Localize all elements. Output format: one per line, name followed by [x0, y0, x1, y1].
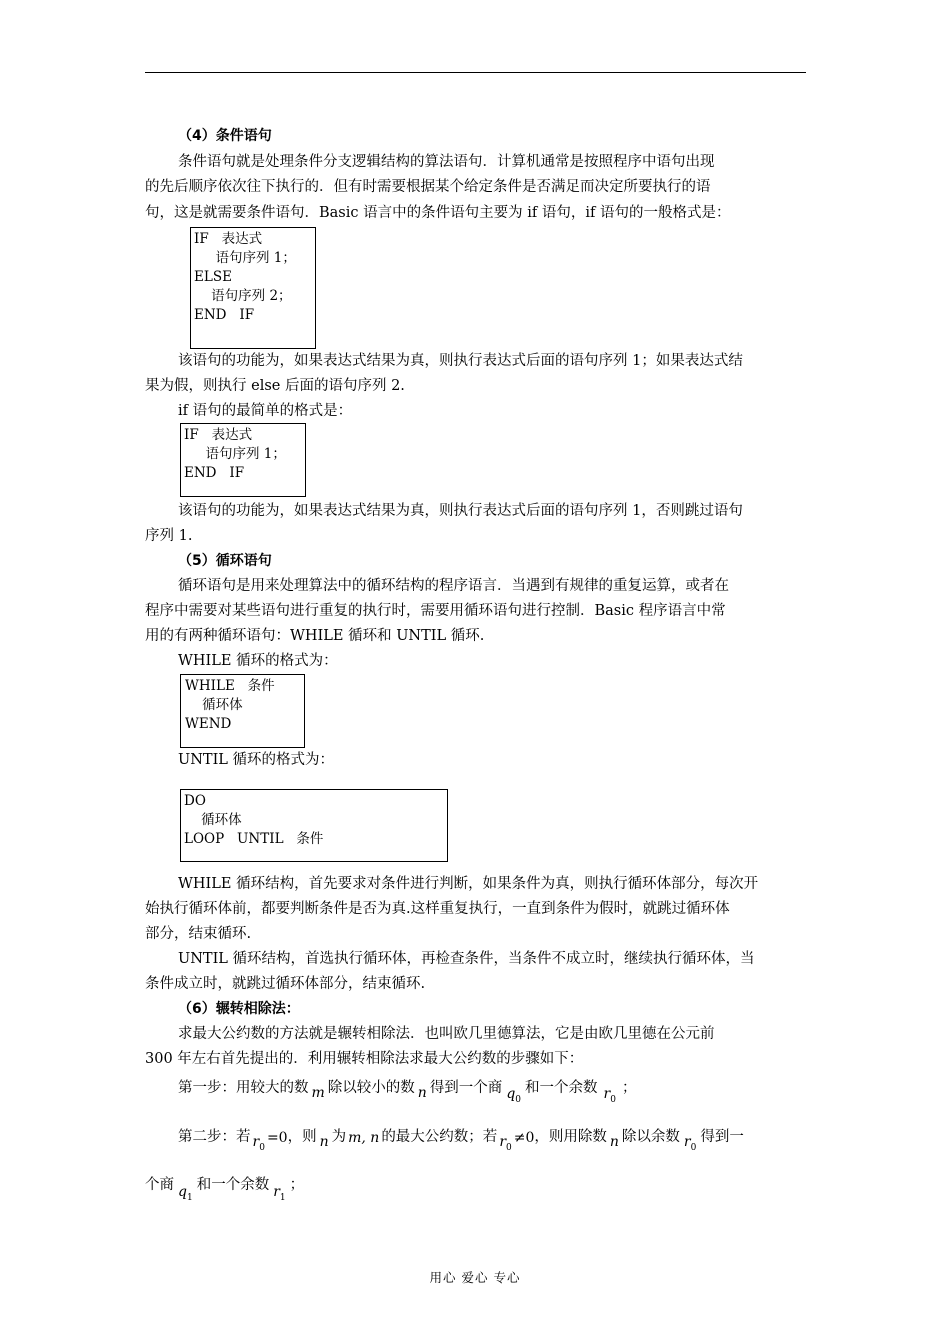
section-5-heading: （5）循环语句 [178, 553, 272, 569]
code-line: ELSE [194, 269, 232, 285]
code-line: 语句序列 1； [194, 250, 296, 266]
code-line: 循环体 [184, 812, 242, 828]
simple-if-intro: if 语句的最简单的格式是： [178, 403, 353, 419]
var-r0: $r_0$ [499, 1134, 512, 1153]
var-m: m [311, 1085, 325, 1101]
step-1: 第一步：用较大的数 m 除以较小的数 n 得到一个商 $q_0$和一个余数 $r_0$； [178, 1080, 637, 1105]
s4-para1-line1: 条件语句就是处理条件分支逻辑结构的算法语句．计算机通常是按照程序中语句出现 [178, 154, 715, 170]
s5-para1-line3: 用的有两种循环语句：WHILE 循环和 UNTIL 循环. [145, 628, 485, 644]
s5-para3-line1: UNTIL 循环结构，首选执行循环体，再检查条件，当条件不成立时，继续执行循环体，当 [178, 951, 755, 967]
if-else-code-box [190, 227, 316, 349]
s5-para2-line1: WHILE 循环结构，首先要求对条件进行判断，如果条件为真，则执行循环体部分，每次开 [178, 876, 759, 892]
until-intro: UNTIL 循环的格式为： [178, 752, 335, 768]
step-2-line1: 第二步：若 $r_0=0$，则 n 为 m, n 的最大公约数；若 $r_0\ne 0$，则用除数 n 除以余数 $r_0$得到一 [178, 1129, 744, 1153]
code-line: WHILE 条件 [185, 678, 275, 694]
code-line: END IF [194, 307, 255, 323]
s4-para2-line1: 该语句的功能为，如果表达式结果为真，则执行表达式后面的语句序列 1；如果表达式结 [178, 353, 743, 369]
s5-para1-line2: 程序中需要对某些语句进行重复的执行时，需要用循环语句进行控制．Basic 程序语言中常 [145, 603, 726, 619]
var-n: n [609, 1134, 619, 1150]
var-r0: $r_0$ [683, 1134, 697, 1153]
code-line: 语句序列 1； [184, 446, 286, 462]
page-footer: 用心 爱心 专心 [429, 1270, 521, 1285]
code-line: IF 表达式 [184, 427, 253, 443]
header-rule [145, 72, 806, 73]
s4-para2-line2: 果为假，则执行 else 后面的语句序列 2. [145, 378, 405, 394]
s4-para1-line3: 句，这是就需要条件语句．Basic 语言中的条件语句主要为 if 语句，if 语句的一般格式是： [145, 205, 731, 221]
s5-para2-line2: 始执行循环体前，都要判断条件是否为真.这样重复执行，一直到条件为假时，就跳过循环体 [145, 901, 730, 917]
var-r0: $r_0$ [603, 1086, 616, 1105]
until-code-box [180, 789, 448, 862]
s5-para1-line1: 循环语句是用来处理算法中的循环结构的程序语言．当遇到有规律的重复运算，或者在 [178, 578, 729, 594]
s4-para1-line2: 的先后顺序依次往下执行的．但有时需要根据某个给定条件是否满足而决定所要执行的语 [145, 179, 711, 195]
code-line: WEND [185, 716, 232, 732]
while-code-box [180, 674, 305, 748]
var-q1: $q_1$ [178, 1184, 193, 1203]
code-line: 语句序列 2； [194, 288, 292, 304]
while-intro: WHILE 循环的格式为： [178, 653, 338, 669]
s4-para3-line1: 该语句的功能为，如果表达式结果为真，则执行表达式后面的语句序列 1，否则跳过语句 [178, 503, 743, 519]
s6-para1-line1: 求最大公约数的方法就是辗转相除法．也叫欧几里德算法，它是由欧几里德在公元前 [178, 1026, 715, 1042]
if-simple-code-box [180, 423, 306, 497]
var-mn: m, n [348, 1130, 380, 1146]
var-n: n [319, 1134, 329, 1150]
code-line: END IF [184, 465, 245, 481]
code-line: DO [184, 793, 206, 809]
var-q0: $q_0$ [506, 1086, 522, 1105]
s6-para1-line2: 300 年左右首先提出的．利用辗转相除法求最大公约数的步骤如下： [145, 1051, 584, 1067]
step-2-line2: 个商 $q_1$和一个余数 $r_1$； [145, 1177, 305, 1203]
s4-para3-line2: 序列 1. [145, 528, 193, 544]
var-r0: $r_0$ [252, 1134, 265, 1153]
s5-para2-line3: 部分，结束循环. [145, 926, 252, 942]
section-4-heading: （4）条件语句 [178, 128, 272, 144]
code-line: 循环体 [185, 697, 243, 713]
code-line: LOOP UNTIL 条件 [184, 831, 324, 847]
section-6-heading: （6）辗转相除法： [178, 1001, 300, 1017]
var-r1: $r_1$ [273, 1184, 286, 1203]
code-line: IF 表达式 [194, 231, 263, 247]
s5-para3-line2: 条件成立时，就跳过循环体部分，结束循环. [145, 976, 426, 992]
var-n: n [417, 1085, 427, 1101]
